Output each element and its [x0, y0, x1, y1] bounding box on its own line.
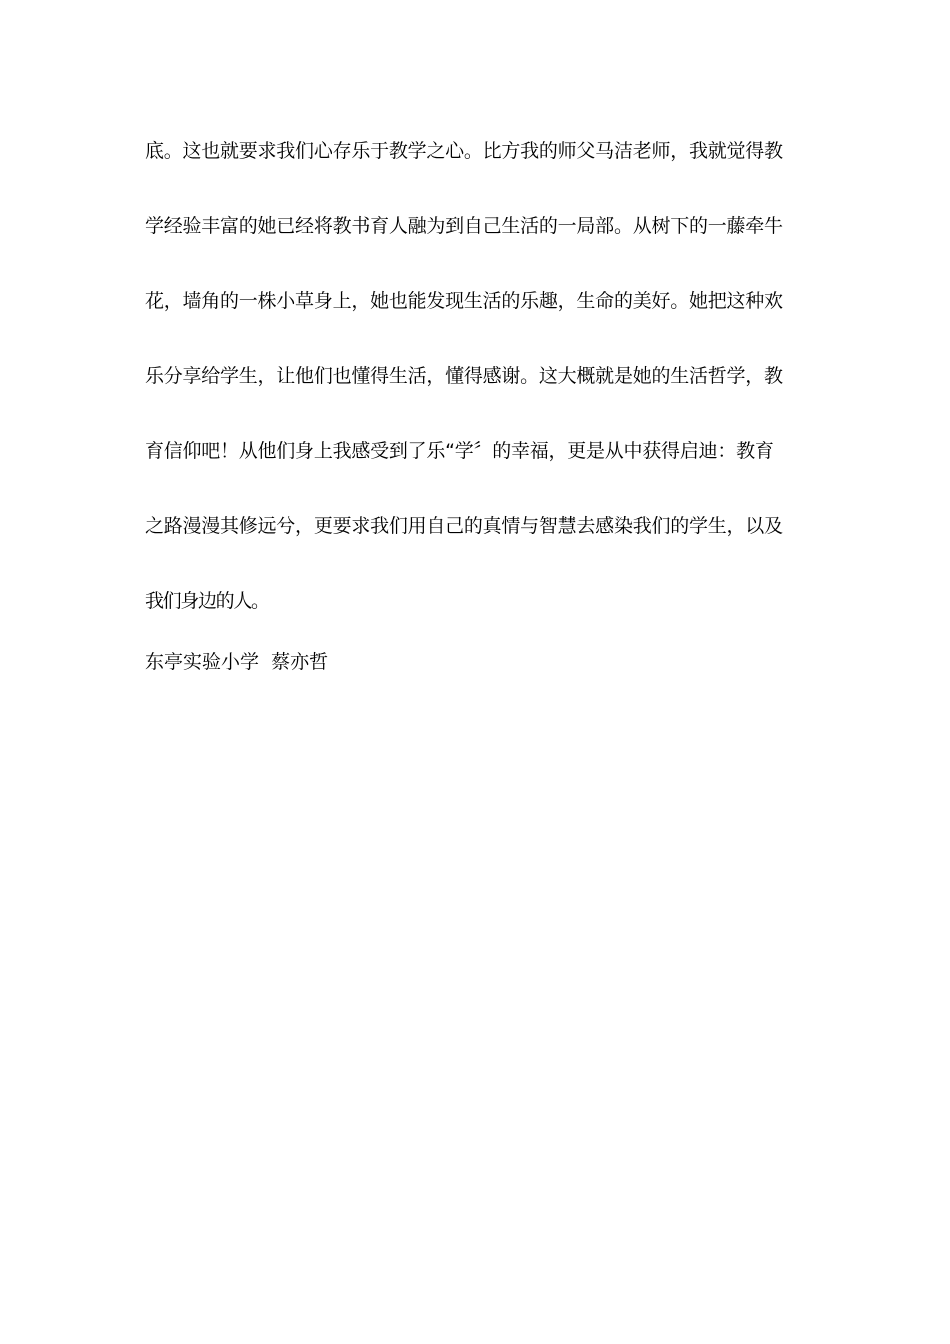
- paragraph-line: 之路漫漫其修远兮，更要求我们用自己的真情与智慧去感染我们的学生，以及: [145, 515, 783, 537]
- paragraph-line: 育信仰吧！从他们身上我感受到了乐“学〞的幸福，更是从中获得启迪：教育: [145, 440, 774, 462]
- paragraph-line: 花，墙角的一株小草身上，她也能发现生活的乐趣，生命的美好。她把这种欢: [145, 290, 783, 312]
- essay-paragraph: [145, 133, 805, 633]
- author-signature: 东亭实验小学 蔡亦哲: [145, 651, 329, 673]
- paragraph-line: 底。这也就要求我们心存乐于教学之心。比方我的师父马洁老师，我就觉得教: [145, 140, 783, 162]
- paragraph-line: 我们身边的人。: [145, 590, 269, 612]
- paragraph-line: 学经验丰富的她已经将教书育人融为到自己生活的一局部。从树下的一藤牵牛: [145, 215, 783, 237]
- paragraph-line: 乐分享给学生，让他们也懂得生活，懂得感谢。这大概就是她的生活哲学，教: [145, 365, 783, 387]
